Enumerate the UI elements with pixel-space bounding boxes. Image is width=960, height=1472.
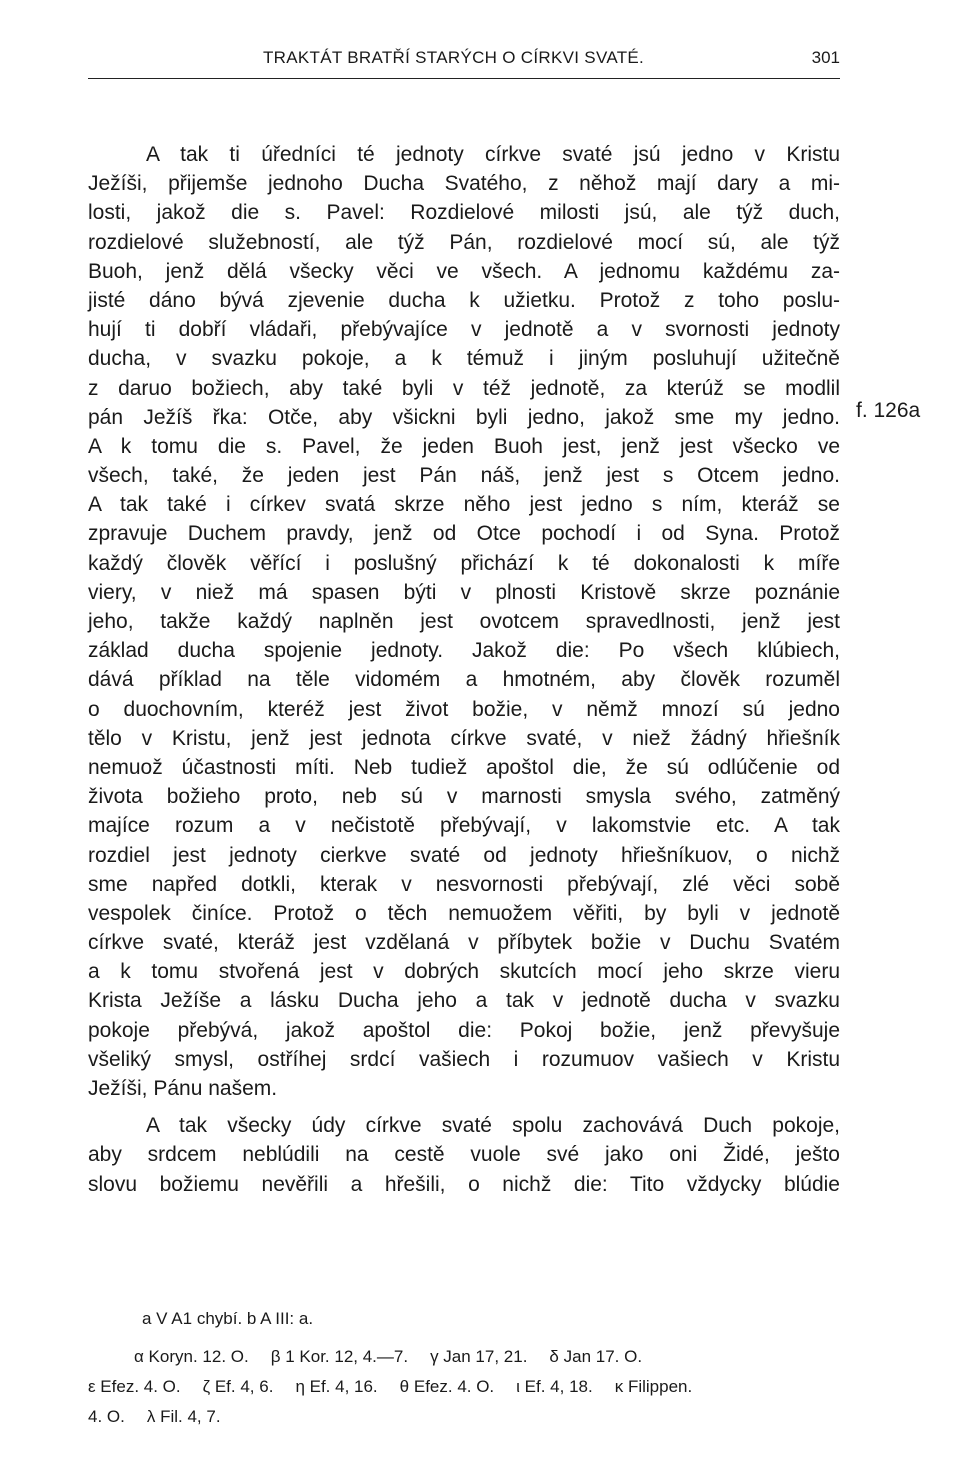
running-header bbox=[88, 48, 840, 78]
text-line: všech, také, že jeden jest Pán náš, jenž jest s Otcem jedno. bbox=[88, 464, 840, 488]
footnote-ref: ι Ef. 4, 18. bbox=[516, 1377, 593, 1396]
page-number: 301 bbox=[811, 48, 840, 67]
footnote-ref: κ Filippen. bbox=[614, 1377, 693, 1396]
reference-notes bbox=[88, 1342, 848, 1372]
text-line: jeho, takže každý naplněn jest ovotcem spravedlnosti, jenž jest bbox=[88, 610, 840, 633]
reference-notes bbox=[88, 1372, 848, 1402]
footnote-ref: ε Efez. 4. O. bbox=[88, 1377, 181, 1396]
text-line: hují ti dobří vládaři, přebývajíce v jednotě a v svornosti jednoty bbox=[88, 318, 840, 342]
footnote-ref: α Koryn. 12. O. bbox=[134, 1347, 249, 1366]
header-rule bbox=[88, 78, 840, 79]
folio-reference: f. 126a bbox=[856, 399, 921, 422]
text-line: Buoh, jenž dělá všecky věci ve všech. A jednomu každému za- bbox=[88, 259, 840, 283]
text-line: majíce rozum a v nečistotě přebývají, v lakomstvie etc. A tak bbox=[88, 814, 840, 838]
text-line: vespolek činíce. Protož o těch nemuožem věřiti, by byli v jednotě bbox=[88, 901, 840, 925]
running-title: TRAKTÁT BRATŘÍ STARÝCH O CÍRKVI SVATÉ. bbox=[263, 48, 645, 67]
text-line: tělo v Kristu, jenž jest jednota církve svaté, v niež žádný hřiešník bbox=[88, 726, 840, 750]
text-line: pán Ježíš řka: Otče, aby všickni byli jedno, jakož sme my jedno. bbox=[88, 405, 840, 429]
footnotes bbox=[88, 1304, 848, 1432]
footnote-ref: θ Efez. 4. O. bbox=[399, 1377, 495, 1396]
text-line: aby srdcem neblúdili na cestě vuole své jako oni Židé, ješto bbox=[88, 1143, 840, 1167]
text-line: slovu božiemu nevěřili a hřešili, o nichž die: Tito vždycky blúdie bbox=[88, 1172, 840, 1196]
text-line: rozdielové služebností, ale týž Pán, rozdielové mocí sú, ale týž bbox=[88, 230, 840, 254]
text-line: základ ducha spojenie jednoty. Jakož die: Po všech klúbiech, bbox=[88, 639, 840, 663]
text-line: A k tomu die s. Pavel, že jeden Buoh jest, jenž jest všecko ve bbox=[88, 434, 840, 458]
text-line: o duochovním, kteréž jest život božie, v němž mnozí sú jedno bbox=[88, 697, 840, 721]
text-line: rozdiel jest jednoty cierkve svaté od jednoty hřiešníkuov, o nichž bbox=[88, 843, 840, 867]
text-line: zpravuje Duchem pravdy, jenž od Otce pochodí i od Syna. Protož bbox=[88, 522, 840, 546]
text-line: dává příklad na těle vidomém a hmotném, aby člověk rozuměl bbox=[88, 668, 840, 692]
text-line: a k tomu stvořená jest v dobrých skutcích mocí jeho skrze vieru bbox=[88, 960, 840, 984]
text-line: pokoje přebývá, jakož apoštol die: Pokoj božie, jenž převyšuje bbox=[88, 1018, 840, 1042]
text-line: každý člověk věřící i poslušný přichází k té dokonalosti k míře bbox=[88, 551, 840, 575]
reference-notes bbox=[88, 1402, 848, 1432]
text-line: losti, jakož die s. Pavel: Rozdielové milosti jsú, ale týž duch, bbox=[88, 201, 840, 225]
text-line: všeliký smysl, ostříhej srdcí vašiech i rozumuov vašiech v Kristu bbox=[88, 1047, 840, 1071]
text-line: nemuož účastnosti míti. Neb tudiež apoštol die, že sú odlúčenie od bbox=[88, 755, 840, 779]
text-line: ducha, v svazku pokoje, a k témuž i jiným posluhují užitečně bbox=[88, 347, 840, 371]
text-line: Ježíši, přijemše jednoho Ducha Svatého, z něhož mají dary a mi- bbox=[88, 172, 840, 196]
footnote-ref: 4. O. bbox=[88, 1407, 125, 1426]
footnote-ref: β 1 Kor. 12, 4.—7. bbox=[270, 1347, 409, 1366]
body-text bbox=[88, 140, 840, 1199]
text-line: života božieho proto, neb sú v marnosti smysla svého, zatměný bbox=[88, 785, 840, 809]
text-line: Krista Ježíše a lásku Ducha jeho a tak v jednotě ducha v svazku bbox=[88, 989, 840, 1013]
footnote-ref: δ Jan 17. O. bbox=[549, 1347, 643, 1366]
text-line: viery, v niež má spasen býti v plnosti Kristově skrze poznánie bbox=[88, 580, 840, 604]
text-line: jisté dáno bývá zjevenie ducha k užietku. Protož z toho poslu- bbox=[88, 288, 840, 312]
text-line: z daruo božiech, aby také byli v též jednotě, za kterúž se modlil bbox=[88, 376, 840, 400]
footnote-ref: ζ Ef. 4, 6. bbox=[202, 1377, 274, 1396]
footnote-ref: η Ef. 4, 16. bbox=[295, 1377, 378, 1396]
text-line: sme napřed dotkli, kterak v nesvornosti přebývají, zlé věci sobě bbox=[88, 872, 840, 896]
text-line: A tak ti úředníci té jednoty církve svaté jsú jedno v Kristu bbox=[146, 143, 840, 166]
variant-notes: a V A1 chybí. b A III: a. bbox=[142, 1309, 314, 1328]
text-line: Ježíši, Pánu našem. bbox=[88, 1077, 278, 1100]
text-line: A tak všecky údy církve svaté spolu zachovává Duch pokoje, bbox=[146, 1114, 840, 1138]
text-line: A tak také i církev svatá skrze něho jest jedno s ním, kteráž se bbox=[88, 493, 840, 517]
footnote-ref: γ Jan 17, 21. bbox=[430, 1347, 528, 1366]
footnote-ref: λ Fil. 4, 7. bbox=[146, 1407, 221, 1426]
text-line: církve svaté, kteráž jest vzdělaná v příbytek božie v Duchu Svatém bbox=[88, 931, 840, 955]
